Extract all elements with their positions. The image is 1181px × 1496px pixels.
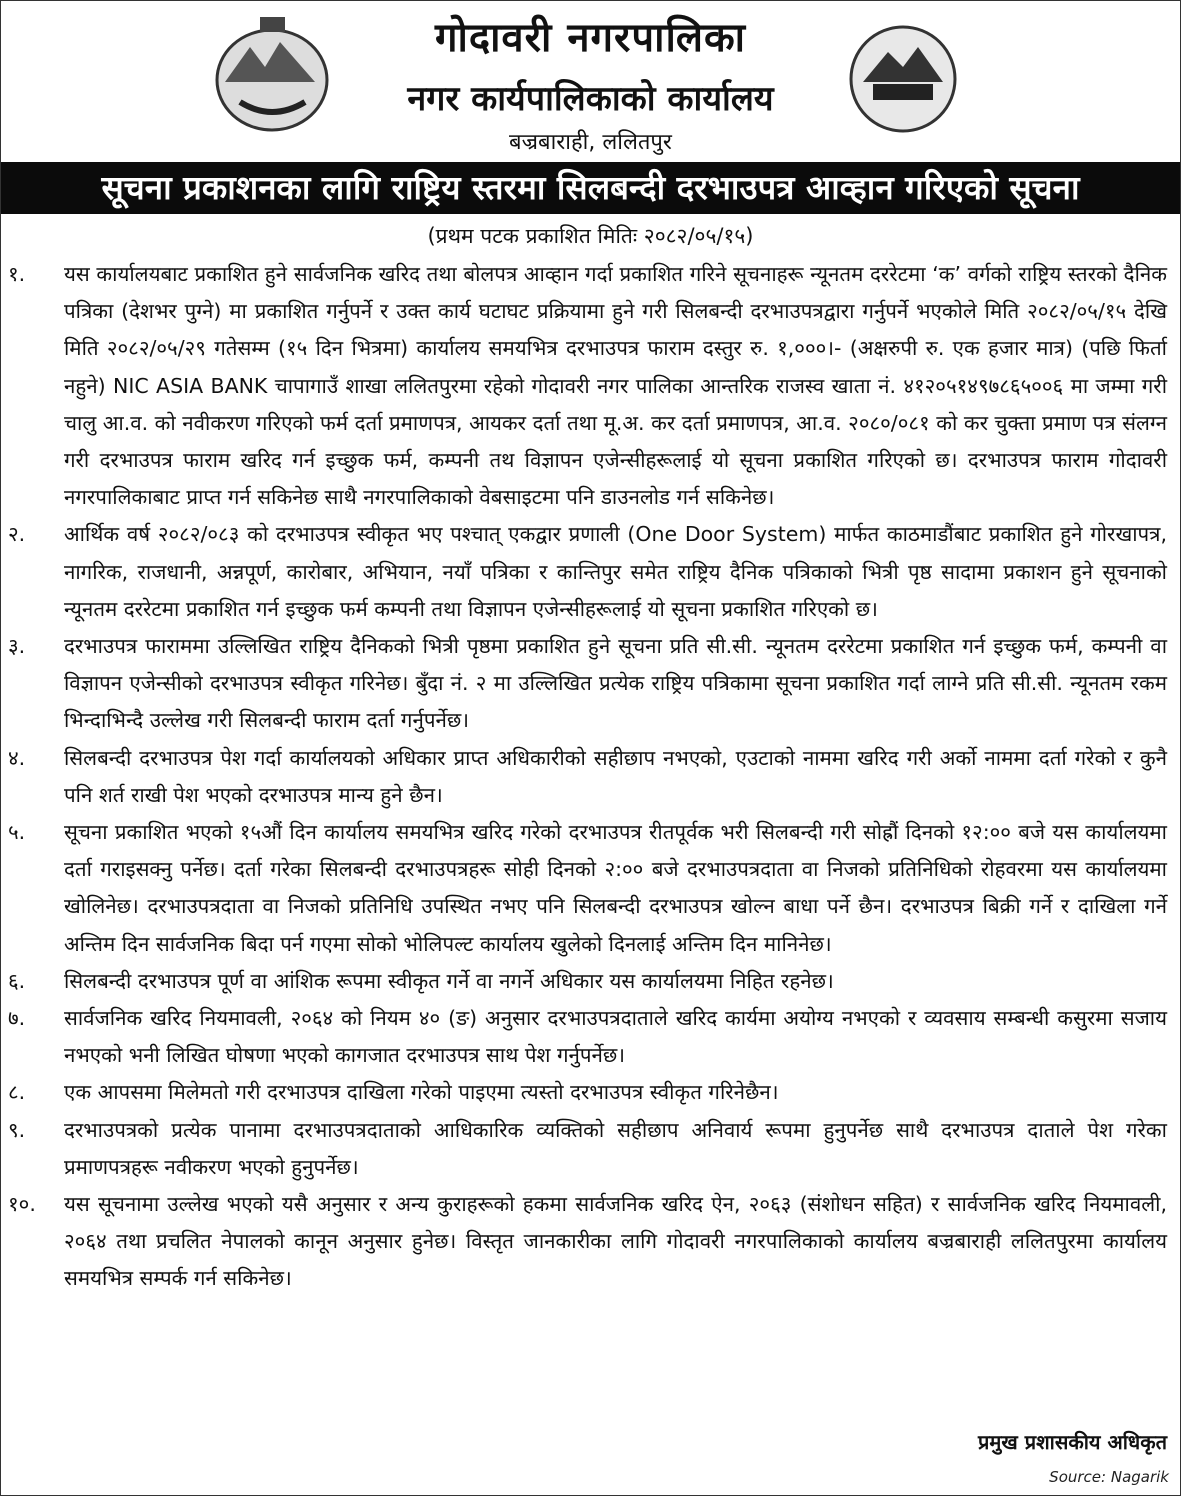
notice-item bbox=[8, 628, 1167, 740]
item-text: आर्थिक वर्ष २०८२/०८३ को दरभाउपत्र स्वीकृत भए पश्चात् एकद्वार प्रणाली (One Door System) मार्फत काठमाडौंबाट प्रकाशित हुने गोरखापत्र, नागरिक, राजधानी, अन्नपूर्ण, कारोबार, अभियान, नयाँ पत्रिका र कान्तिपुर समेत राष्ट्रिय दैनिक पत्रिकाको भित्री पृष्ठ सादामा प्रकाशन हुने सूचनाको न्यूनतम दररेटमा प्रकाशित गर्न इच्छुक फर्म कम्पनी तथा विज्ञापन एजेन्सीहरूलाई यो सूचना प्रकाशित गरिएको छ। bbox=[64, 522, 1167, 621]
notice-items bbox=[8, 256, 1167, 1298]
notice-item bbox=[8, 1186, 1167, 1298]
notice-item bbox=[8, 1000, 1167, 1074]
notice-item bbox=[8, 740, 1167, 814]
notice-item bbox=[8, 814, 1167, 963]
notice-item bbox=[8, 1074, 1167, 1111]
item-number: ८. bbox=[8, 1080, 26, 1105]
item-number: ५. bbox=[8, 820, 26, 845]
item-text: यस सूचनामा उल्लेख भएको यसै अनुसार र अन्य कुराहरूको हकमा सार्वजनिक खरिद ऐन, २०६३ (संशोधन सहित) र सार्वजनिक खरिद नियमावली, २०६४ तथा प्रचलित नेपालको कानून अनुसार हुनेछ। विस्तृत जानकारीका लागि गोदावरी नगरपालिकाको कार्यालय बज्रबाराही ललितपुरमा कार्यालय समयभित्र सम्पर्क गर्न सकिनेछ। bbox=[64, 1192, 1167, 1291]
item-text: यस कार्यालयबाट प्रकाशित हुने सार्वजनिक खरिद तथा बोलपत्र आव्हान गर्दा प्रकाशित गरिने सूचनाहरू न्यूनतम दररेटमा ‘क’ वर्गको राष्ट्रिय स्तरको दैनिक पत्रिका (देशभर पुग्ने) मा प्रकाशित गर्नुपर्ने र उक्त कार्य घटाघट प्रक्रियामा हुने गरी सिलबन्दी दरभाउपत्रद्वारा गर्नुपर्ने भएकोले मिति २०८२/०५/१५ देखि मिति २०८२/०५/२९ गतेसम्म (१५ दिन भित्रमा) कार्यालय समयभित्र दरभाउपत्र फाराम दस्तुर रु. १,०००।- (अक्षरुपी रु. एक हजार मात्र) (पछि फिर्ता नहुने) NIC ASIA BANK चापागाउँ शाखा ललितपुरमा रहेको गोदावरी नगर पालिका आन्तरिक राजस्व खाता नं. ४१२०५१४९७८६५००६ मा जम्मा गरी चालु आ.व. को नवीकरण गरिएको फर्म दर्ता प्रमाणपत्र, आयकर दर्ता तथा मू.अ. कर दर्ता प्रमाणपत्र, आ.व. २०८०/०८१ को कर चुक्ता प्रमाण पत्र संलग्न गरी दरभाउपत्र फाराम खरिद गर्न इच्छुक फर्म, कम्पनी तथ विज्ञापन एजेन्सीहरूलाई यो सूचना प्रकाशित गरिएको छ। दरभाउपत्र फाराम गोदावरी नगरपालिकाबाट प्राप्त गर्न सकिनेछ साथै नगरपालिकाको वेबसाइटमा पनि डाउनलोड गर्न सकिनेछ। bbox=[64, 262, 1167, 510]
item-text: दरभाउपत्र फाराममा उल्लिखित राष्ट्रिय दैनिकको भित्री पृष्ठमा प्रकाशित हुने सूचना प्रति सी.सी. न्यूनतम दररेटमा प्रकाशित गर्न इच्छुक फर्म, कम्पनी वा विज्ञापन एजेन्सीको दरभाउपत्र स्वीकृत गरिनेछ। बुँदा नं. २ मा उल्लिखित प्रत्येक राष्ट्रिय पत्रिकामा सूचना प्रकाशित गर्दा लाग्ने प्रति सी.सी. न्यूनतम रकम भिन्दाभिन्दै उल्लेख गरी सिलबन्दी फाराम दर्ता गर्नुपर्नेछ। bbox=[64, 634, 1167, 733]
notice-item bbox=[8, 963, 1167, 1000]
item-number: १०. bbox=[8, 1192, 36, 1217]
item-text: सिलबन्दी दरभाउपत्र पूर्ण वा आंशिक रूपमा स्वीकृत गर्ने वा नगर्ने अधिकार यस कार्यालयमा निहित रहनेछ। bbox=[64, 968, 834, 993]
notice-title-banner: सूचना प्रकाशनका लागि राष्ट्रिय स्तरमा सिलबन्दी दरभाउपत्र आव्हान गरिएको सूचना bbox=[0, 162, 1181, 214]
item-number: १. bbox=[8, 262, 26, 286]
item-text: सार्वजनिक खरिद नियमावली, २०६४ को नियम ४० (ङ) अनुसार दरभाउपत्रदाताले खरिद कार्यमा अयोग्य नभएको र व्यवसाय सम्बन्धी कसुरमा सजाय नभएको भनी लिखित घोषणा भएको कागजात दरभाउपत्र साथ पेश गर्नुपर्नेछ। bbox=[64, 1006, 1167, 1068]
item-text: सिलबन्दी दरभाउपत्र पेश गर्दा कार्यालयको अधिकार प्राप्त अधिकारीको सहीछाप नभएको, एउटाको नाममा खरिद गरी अर्को नाममा दर्ता गरेको र कुनै पनि शर्त राखी पेश भएको दरभाउपत्र मान्य हुने छैन। bbox=[64, 745, 1167, 807]
notice-item bbox=[8, 1112, 1167, 1186]
office-address: बज्रबाराही, ललितपुर bbox=[509, 130, 672, 155]
item-number: ७. bbox=[8, 1006, 26, 1031]
item-text: दरभाउपत्रको प्रत्येक पानामा दरभाउपत्रदाताको आधिकारिक व्यक्तिको सहीछाप अनिवार्य रूपमा हुनुपर्नेछ साथै दरभाउपत्र दाताले पेश गरेका प्रमाणपत्रहरू नवीकरण भएको हुनुपर्नेछ। bbox=[64, 1117, 1167, 1179]
source-credit: Source: Nagarik bbox=[1049, 1468, 1169, 1486]
notice-item bbox=[8, 516, 1167, 628]
item-number: ३. bbox=[8, 634, 26, 659]
item-number: २. bbox=[8, 522, 26, 547]
item-number: ९. bbox=[8, 1117, 26, 1142]
notice-header bbox=[0, 0, 1181, 160]
municipality-logo bbox=[838, 22, 968, 137]
publish-date: (प्रथम पटक प्रकाशित मितिः २०८२/०५/१५) bbox=[427, 224, 754, 248]
item-number: ४. bbox=[8, 745, 26, 770]
item-number: ६. bbox=[8, 968, 26, 993]
item-text: सूचना प्रकाशित भएको १५औं दिन कार्यालय समयभित्र खरिद गरेको दरभाउपत्र रीतपूर्वक भरी सिलबन्दी गरी सोह्रौं दिनको १२:०० बजे यस कार्यालयमा दर्ता गराइसक्नु पर्नेछ। दर्ता गरेका सिलबन्दी दरभाउपत्रहरू सोही दिनको २:०० बजे दरभाउपत्रदाता वा निजको प्रतिनिधिको रोहवरमा यस कार्यालयमा खोलिनेछ। दरभाउपत्रदाता वा निजको प्रतिनिधि उपस्थित नभए पनि सिलबन्दी दरभाउपत्र खोल्न बाधा पर्ने छैन। दरभाउपत्र बिक्री गर्ने र दाखिला गर्ने अन्तिम दिन सार्वजनिक बिदा पर्न गएमा सोको भोलिपल्ट कार्यालय खुलेको दिनलाई अन्तिम दिन मानिनेछ। bbox=[64, 820, 1167, 956]
signatory: प्रमुख प्रशासकीय अधिकृत bbox=[978, 1430, 1167, 1454]
item-text: एक आपसमा मिलेमतो गरी दरभाउपत्र दाखिला गरेको पाइएमा त्यस्तो दरभाउपत्र स्वीकृत गरिनेछैन। bbox=[64, 1080, 779, 1105]
notice-item bbox=[8, 256, 1167, 516]
org-name: गोदावरी नगरपालिका bbox=[434, 15, 747, 61]
office-name: नगर कार्यपालिकाको कार्यालय bbox=[407, 79, 774, 119]
